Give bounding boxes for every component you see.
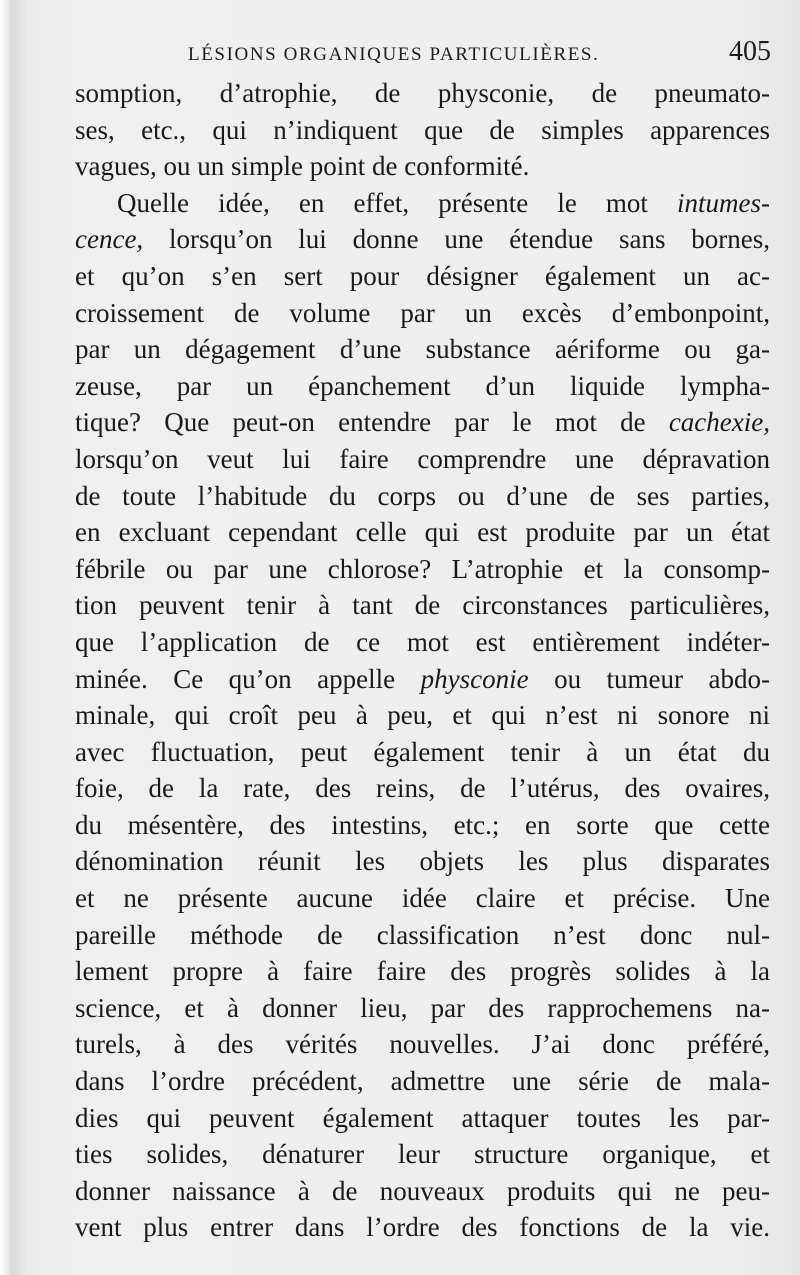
text-line [75, 1209, 770, 1246]
text-run: minée. Ce qu’on appelle [75, 663, 421, 694]
text-line [75, 1173, 770, 1210]
text-line [75, 258, 770, 295]
text-run: et qu’on s’en sert pour désigner également un ac- [75, 260, 770, 291]
running-title: LÉSIONS ORGANIQUES PARTICULIÈRES. [188, 44, 600, 65]
text-line [75, 404, 770, 441]
text-run: croissement de volume par un excès d’embonpoint, [75, 297, 770, 328]
text-run: de toute l’habitude du corps ou d’une de ses parties, [75, 480, 770, 511]
text-line [75, 1063, 770, 1100]
text-line [75, 587, 770, 624]
text-line [75, 441, 770, 478]
text-run: lement propre à faire faire des progrès solides à la [75, 956, 770, 987]
italic-term: cachexie, [668, 407, 770, 438]
text-line [75, 185, 770, 222]
text-run: pareille méthode de classification n’est donc nul- [75, 919, 770, 950]
text-run: vent plus entrer dans l’ordre des fonctions de la vie. [75, 1212, 770, 1243]
text-run: ties solides, dénaturer leur structure organique, et [75, 1139, 770, 1170]
text-run: turels, à des vérités nouvelles. J’ai donc préféré, [75, 1029, 770, 1060]
text-line [75, 112, 770, 149]
text-line [75, 697, 770, 734]
text-run: ou tumeur abdo- [528, 663, 770, 694]
italic-term: intumes- [677, 187, 770, 218]
text-line [75, 661, 770, 698]
text-run: science, et à donner lieu, par des rapprochemens na- [75, 992, 770, 1023]
text-line [75, 1100, 770, 1137]
text-run: tique? Que peut-on entendre par le mot de [75, 407, 669, 438]
text-run: lorsqu’on lui donne une étendue sans bornes, [143, 224, 770, 255]
text-run: somption, d’atrophie, de physconie, de pneumato- [75, 78, 770, 108]
page-number: 405 [729, 36, 771, 67]
text-run: tion peuvent tenir à tant de circonstances particulières, [75, 590, 770, 621]
text-run: foie, de la rate, des reins, de l’utérus, des ovaires, [75, 773, 770, 804]
text-line [75, 1026, 770, 1063]
text-run: Quelle idée, en effet, présente le mot [117, 187, 678, 218]
text-run: du mésentère, des intestins, etc.; en sorte que cette [75, 809, 770, 840]
text-run: et ne présente aucune idée claire et précise. Une [75, 883, 770, 914]
italic-term: cence, [75, 224, 144, 255]
text-run: que l’application de ce mot est entièrement indéter- [75, 626, 770, 657]
text-line [75, 148, 770, 185]
text-run: avec fluctuation, peut également tenir à un état du [75, 736, 770, 767]
text-line [75, 770, 770, 807]
text-line [75, 990, 770, 1027]
text-run: par un dégagement d’une substance aériforme ou ga- [75, 334, 770, 365]
body-text [75, 75, 770, 1246]
text-line [75, 75, 770, 112]
text-line [75, 807, 770, 844]
text-line [75, 478, 770, 515]
text-line [75, 295, 770, 332]
text-run: fébrile ou par une chlorose? L’atrophie et la consomp- [75, 553, 770, 584]
text-line [75, 368, 770, 405]
text-line [75, 917, 770, 954]
text-line [75, 880, 770, 917]
text-run: minale, qui croît peu à peu, et qui n’est ni sonore ni [75, 700, 770, 731]
text-line [75, 514, 770, 551]
text-line [75, 1136, 770, 1173]
text-run: lorsqu’on veut lui faire comprendre une dépravation [75, 443, 770, 474]
text-run: dans l’ordre précédent, admettre une série de mala- [75, 1066, 770, 1097]
text-run: ses, etc., qui n’indiquent que de simples apparences [75, 114, 770, 145]
italic-term: physconie [420, 663, 529, 694]
text-line [75, 331, 770, 368]
text-run: vagues, ou un simple point de conformité. [75, 151, 530, 182]
text-run: en excluant cependant celle qui est produite par un état [75, 517, 770, 548]
text-line [75, 734, 770, 771]
text-run: donner naissance à de nouveaux produits qui ne peu- [75, 1175, 770, 1206]
text-run: dénomination réunit les objets les plus disparates [75, 846, 770, 877]
text-line [75, 551, 770, 588]
text-line [75, 843, 770, 880]
text-line [75, 953, 770, 990]
text-line [75, 221, 770, 258]
text-run: dies qui peuvent également attaquer toutes les par- [75, 1102, 770, 1133]
text-run: zeuse, par un épanchement d’un liquide lympha- [75, 370, 770, 401]
page-left-edge [0, 0, 10, 1275]
running-head [170, 36, 790, 76]
book-page [10, 0, 800, 1275]
text-line [75, 624, 770, 661]
